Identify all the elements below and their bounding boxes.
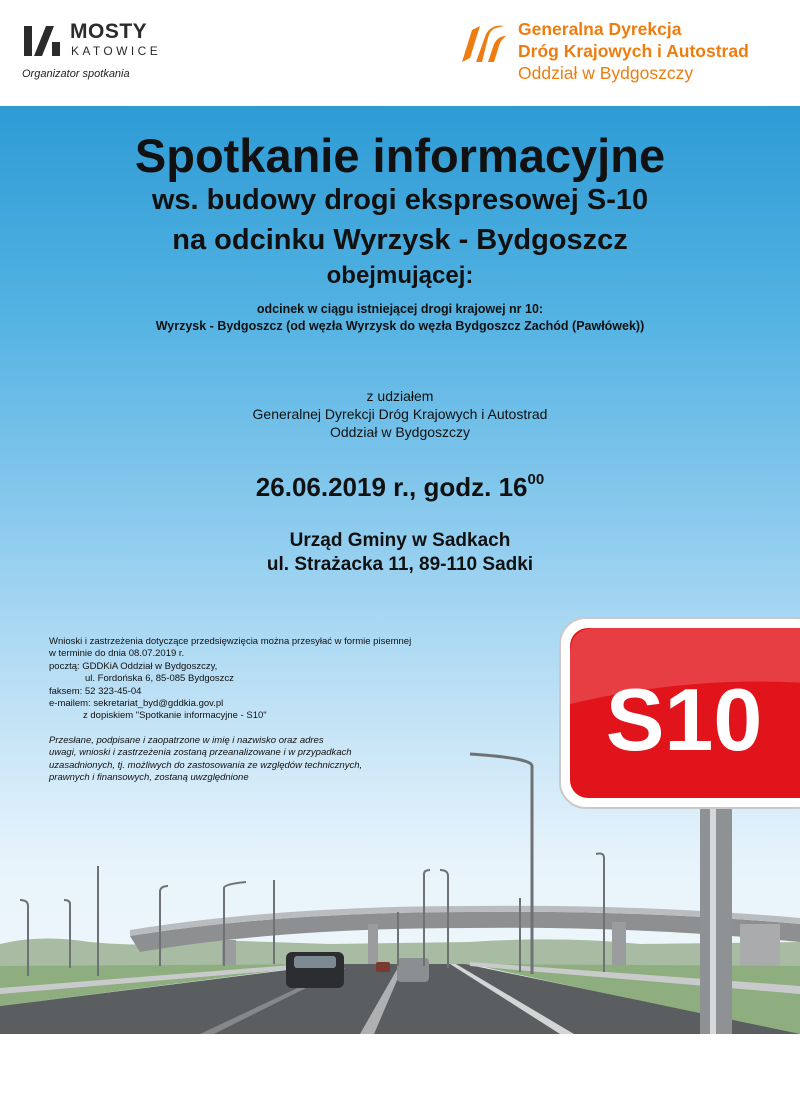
notes-post: pocztą: GDDKiA Oddział w Bydgoszczy, (49, 660, 218, 672)
section-line-2: Wyrzysk - Bydgoszcz (od węzła Wyrzysk do węzła Bydgoszcz Zachód (Pawłówek)) (155, 319, 645, 333)
poster-subtitle-3: obejmującej: (326, 262, 474, 289)
poster (0, 106, 800, 1034)
notes-post-address: ul. Fordońska 6, 85-085 Bydgoszcz (85, 673, 234, 685)
participation-line-1: z udziałem (366, 388, 434, 404)
participation-line-2: Generalnej Dyrekcji Dróg Krajowych i Autostrad (252, 406, 548, 422)
participation-line-3: Oddział w Bydgoszczy (329, 424, 471, 440)
notes-email-annotation: z dopiskiem "Spotkanie informacyjne - S10" (83, 710, 267, 722)
mosty-logo-icon (22, 22, 62, 58)
venue-name: Urząd Gminy w Sadkach (289, 530, 511, 551)
notes-paragraph-2: uwagi, wnioski i zastrzeżenia zostaną przeanalizowane i w przypadkach (49, 747, 352, 759)
meeting-date (0, 472, 800, 503)
poster-subtitle-2: na odcinku Wyrzysk - Bydgoszcz (172, 224, 628, 256)
gddkia-line1: Generalna Dyrekcja (518, 19, 682, 39)
section-line-1: odcinek w ciągu istniejącej drogi krajowej nr 10: (256, 302, 544, 316)
poster-title: Spotkanie informacyjne (134, 129, 666, 182)
poster-subtitle-1: ws. budowy drogi ekspresowej S-10 (151, 184, 649, 216)
organizer-caption: Organizator spotkania (22, 68, 130, 80)
notes-line-1: Wnioski i zastrzeżenia dotyczące przedsięwzięcia można przesyłać w formie pisemnej (49, 636, 412, 647)
gddkia-text (518, 18, 749, 84)
venue-address: ul. Strażacka 11, 89-110 Sadki (266, 554, 534, 575)
notes-paragraph-3: uzasadnionych, tj. możliwych do zastosowania ze względów technicznych, (49, 759, 363, 771)
meeting-date-text: 26.06.2019 r., godz. 16 (255, 472, 528, 502)
s10-road-sign (556, 614, 800, 814)
notes-line-2: w terminie do dnia 08.07.2019 r. (49, 648, 185, 660)
mosty-name: MOSTY (70, 20, 148, 43)
submission-notes (49, 636, 469, 784)
mosty-city: KATOWICE (71, 44, 162, 58)
notes-paragraph-1: Przesłane, podpisane i zaopatrzone w imię i nazwisko oraz adres (49, 734, 324, 746)
notes-paragraph-4: prawnych i finansowych, zostaną uwzględnione (49, 772, 249, 784)
meeting-time-minutes: 00 (527, 471, 545, 489)
gddkia-line3: Oddział w Bydgoszczy (518, 63, 694, 83)
gddkia-emblem-icon (458, 22, 508, 66)
notes-fax: faksem: 52 323-45-04 (49, 685, 142, 697)
s10-sign-text: S10 (605, 670, 763, 769)
header (0, 0, 800, 106)
gddkia-line2: Dróg Krajowych i Autostrad (518, 41, 749, 61)
notes-email: e-mailem: sekretariat_byd@gddkia.gov.pl (49, 698, 224, 710)
